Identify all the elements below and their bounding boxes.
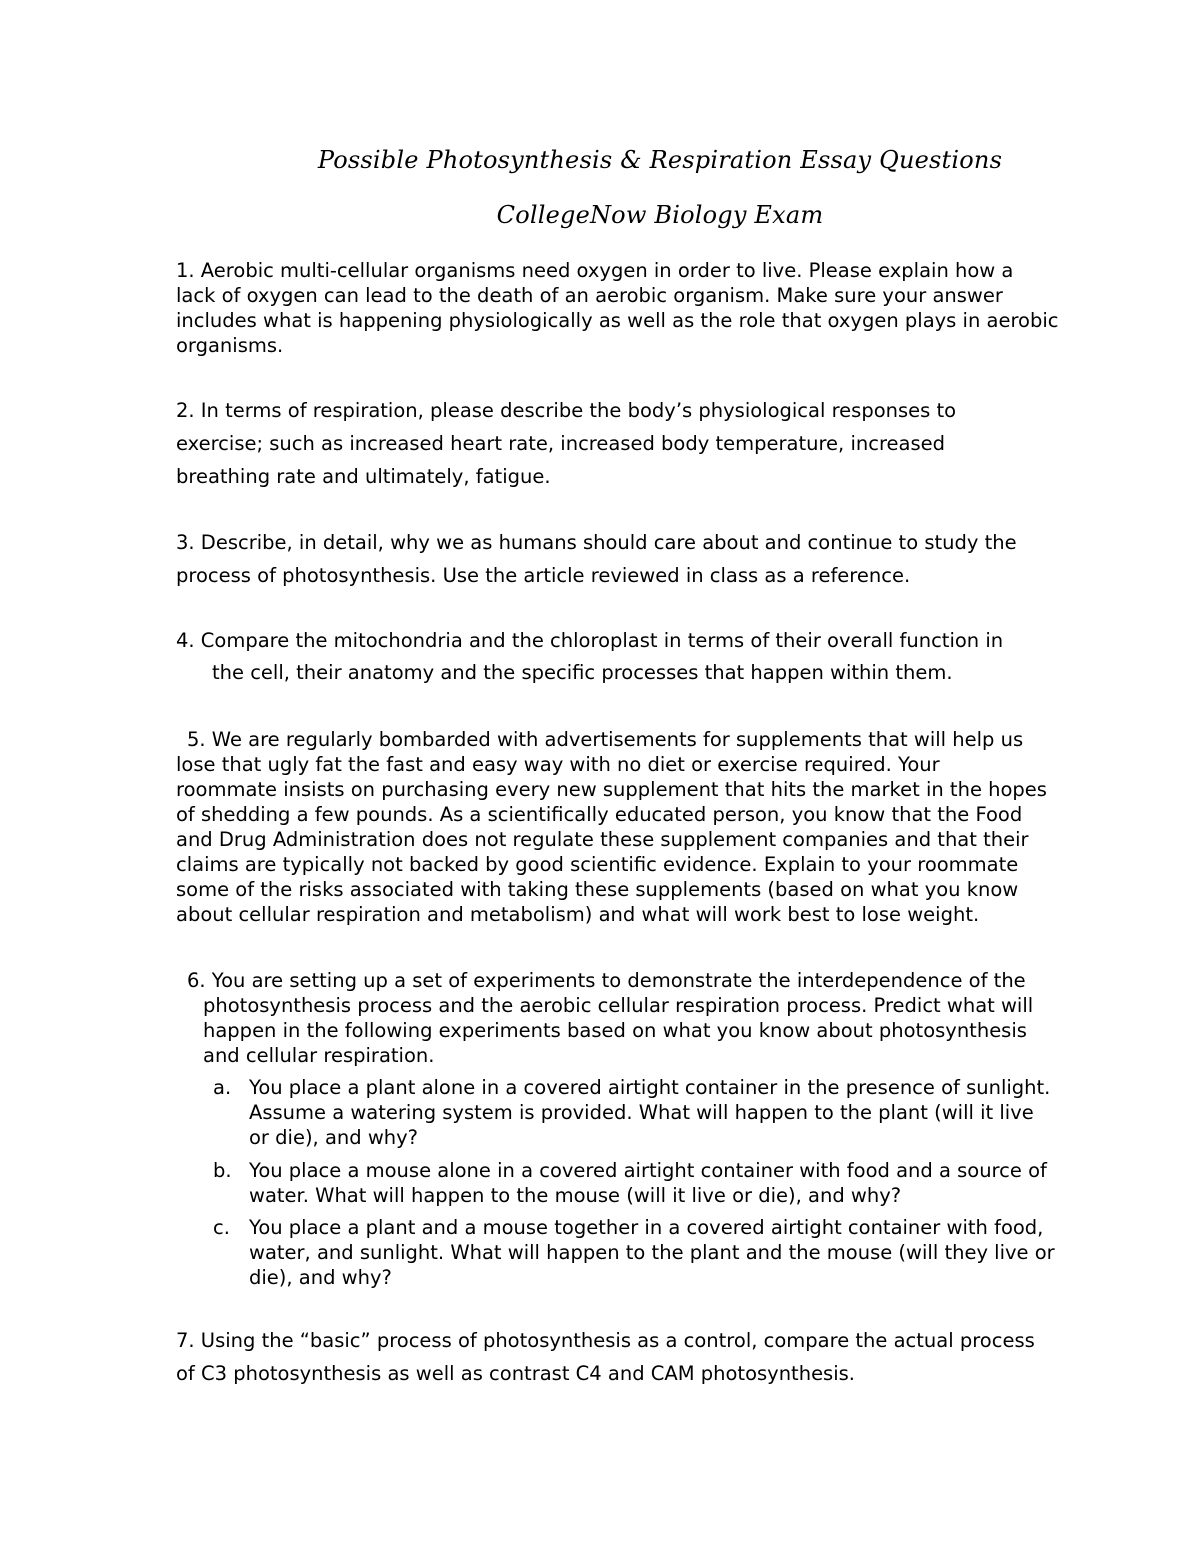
question-1 (176, 258, 1151, 358)
subquestion-line (213, 1158, 1153, 1183)
question-line: 6. You are setting up a set of experiments to demonstrate the interdependence of the (187, 969, 1026, 992)
subquestion-line: Assume a watering system is provided. What will happen to the plant (will it live (249, 1101, 1034, 1124)
subquestion-a (213, 1075, 1153, 1150)
subquestion-b (213, 1158, 1153, 1208)
question-line: 5. We are regularly bombarded with advertisements for supplements that will help us (187, 728, 1024, 751)
list-marker: b. (213, 1159, 232, 1182)
question-line: and Drug Administration does not regulate these supplement companies and that their (176, 828, 1029, 851)
question-line: exercise; such as increased heart rate, increased body temperature, increased (176, 432, 946, 455)
question-line: happen in the following experiments based on what you know about photosynthesis (203, 1019, 1027, 1042)
question-line: 2. In terms of respiration, please describe the body’s physiological responses to (176, 399, 957, 422)
question-line: roommate insists on purchasing every new supplement that hits the market in the hopes (176, 778, 1047, 801)
question-line: of shedding a few pounds. As a scientifically educated person, you know that the Food (176, 803, 1023, 826)
subquestion-text: You place a plant and a mouse together in a covered airtight container with food, (249, 1216, 1044, 1239)
subquestion-line: water. What will happen to the mouse (will it live or die), and why? (249, 1184, 902, 1207)
list-marker: a. (213, 1076, 232, 1099)
question-line: of C3 photosynthesis as well as contrast C4 and CAM photosynthesis. (176, 1362, 855, 1385)
document-subtitle: CollegeNow Biology Exam (496, 201, 824, 229)
question-line: some of the risks associated with taking these supplements (based on what you know (176, 878, 1019, 901)
question-line: about cellular respiration and metabolism) and what will work best to lose weight. (176, 903, 980, 926)
question-line: the cell, their anatomy and the specific processes that happen within them. (212, 661, 953, 684)
question-line: 3. Describe, in detail, why we as humans should care about and continue to study the (176, 531, 1017, 554)
list-marker: c. (213, 1216, 230, 1239)
document-title: Possible Photosynthesis & Respiration Essay Questions (317, 146, 1003, 174)
subquestion-line (213, 1215, 1153, 1240)
question-line: organisms. (176, 334, 284, 357)
question-5 (176, 727, 1151, 927)
subquestion-line: die), and why? (249, 1266, 392, 1289)
question-line: 1. Aerobic multi-cellular organisms need oxygen in order to live. Please explain how a (176, 259, 1014, 282)
subquestion-line (213, 1075, 1153, 1100)
question-line: includes what is happening physiologically as well as the role that oxygen plays in aerobic (176, 309, 1059, 332)
question-line: claims are typically not backed by good scientific evidence. Explain to your roommate (176, 853, 1019, 876)
subquestion-line: or die), and why? (249, 1126, 419, 1149)
question-line: photosynthesis process and the aerobic cellular respiration process. Predict what will (203, 994, 1034, 1017)
question-line: process of photosynthesis. Use the article reviewed in class as a reference. (176, 564, 911, 587)
question-3 (176, 526, 1151, 592)
question-line: lack of oxygen can lead to the death of an aerobic organism. Make sure your answer (176, 284, 1003, 307)
question-line: lose that ugly fat the fast and easy way with no diet or exercise required. Your (176, 753, 940, 776)
question-line: and cellular respiration. (203, 1044, 435, 1067)
question-line: breathing rate and ultimately, fatigue. (176, 465, 551, 488)
question-4 (176, 625, 1151, 689)
question-6 (176, 968, 1151, 1068)
question-2 (176, 394, 1151, 493)
subquestion-c (213, 1215, 1153, 1290)
question-line: 7. Using the “basic” process of photosynthesis as a control, compare the actual process (176, 1329, 1035, 1352)
question-7 (176, 1324, 1151, 1390)
subquestion-text: You place a mouse alone in a covered airtight container with food and a source of (249, 1159, 1047, 1182)
subquestion-line: water, and sunlight. What will happen to the plant and the mouse (will they live or (249, 1241, 1055, 1264)
question-line: 4. Compare the mitochondria and the chloroplast in terms of their overall function in (176, 629, 1004, 652)
subquestion-text: You place a plant alone in a covered airtight container in the presence of sunlight. (249, 1076, 1051, 1099)
